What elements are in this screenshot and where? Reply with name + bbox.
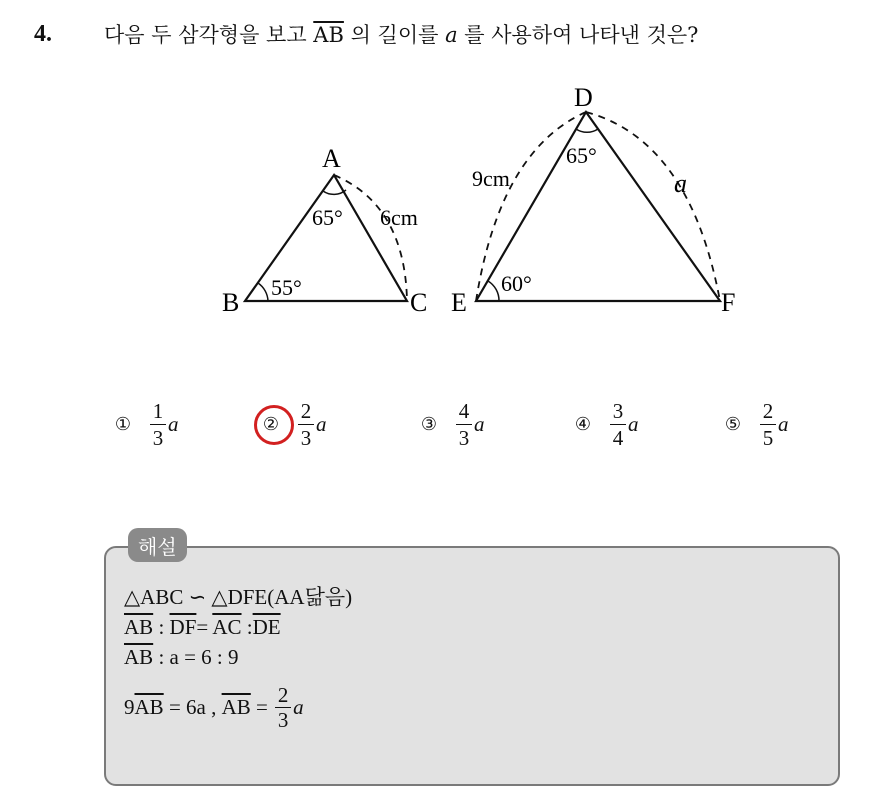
choice-marker: ③ [420, 413, 438, 435]
triangle-abc [245, 175, 407, 301]
choice-fraction: $\frac{3}{4}$ [610, 400, 626, 449]
choice-fraction: $\frac{2}{5}$ [760, 400, 776, 449]
choice-marker: ② [256, 409, 286, 439]
choice-marker: ④ [574, 413, 592, 435]
label-e: E [451, 288, 467, 317]
choice-marker: ⑤ [724, 413, 742, 435]
angle-b-arc [258, 283, 268, 301]
angle-d-arc [576, 129, 598, 132]
side-de-label: 9cm [472, 166, 510, 191]
question-number: 4. [34, 20, 52, 47]
label-f: F [721, 288, 736, 317]
variable-a: a [445, 23, 458, 47]
triangle-figure [0, 0, 884, 380]
side-ac-label: 6cm [380, 205, 418, 230]
label-c: C [410, 288, 428, 317]
choice-fraction: $\frac{4}{3}$ [456, 400, 472, 449]
choice-4[interactable]: ④ $\frac{3}{4}$ a [568, 392, 639, 456]
side-df-label: a [674, 169, 687, 198]
label-d: D [574, 83, 593, 112]
solution-content [124, 582, 352, 742]
solution-line-2: $\overline{AB}$ : $\overline{DF}= \overline{AC}$ $:\overline{DE}$ [124, 615, 281, 639]
solution-line-4: 9 $\overline{AB}$ = 6a , $\overline{AB}$ = 2 3 a [124, 682, 304, 732]
angle-a-label: 65° [312, 205, 343, 230]
choice-3[interactable]: ③ $\frac{4}{3}$ a [414, 392, 485, 456]
solution-line-1: △ABC ∽ △DFE(AA닮음) [124, 585, 353, 609]
answer-choices [108, 392, 828, 456]
solution-line-3: $\overline{AB}$ : a = 6 : 9 [124, 645, 239, 669]
segment-ab: $\overline{AB}$ [313, 23, 344, 47]
mark-circle-icon [254, 405, 294, 445]
choice-fraction: $\frac{2}{3}$ [298, 400, 314, 449]
angle-b-label: 55° [271, 275, 302, 300]
solution-tag: 해설 [128, 528, 187, 562]
choice-marker: ① [114, 413, 132, 435]
choice-5[interactable]: ⑤ $\frac{2}{5}$ a [718, 392, 789, 456]
label-b: B [222, 288, 240, 317]
choice-2[interactable]: ② $\frac{2}{3}$ a [256, 392, 327, 456]
solution-fraction: 2 3 [275, 683, 291, 732]
question-text: 다음 두 삼각형을 보고 $\overline{AB}$ 의 길이를 a 를 사용하여 나타낸 것은? [104, 23, 699, 47]
angle-e-label: 60° [501, 271, 532, 296]
angle-d-label: 65° [566, 143, 597, 168]
choice-1[interactable]: ① $\frac{1}{3}$ a [108, 392, 179, 456]
angle-e-arc [488, 281, 499, 301]
choice-fraction: $\frac{1}{3}$ [150, 400, 166, 449]
label-a: A [322, 144, 341, 173]
